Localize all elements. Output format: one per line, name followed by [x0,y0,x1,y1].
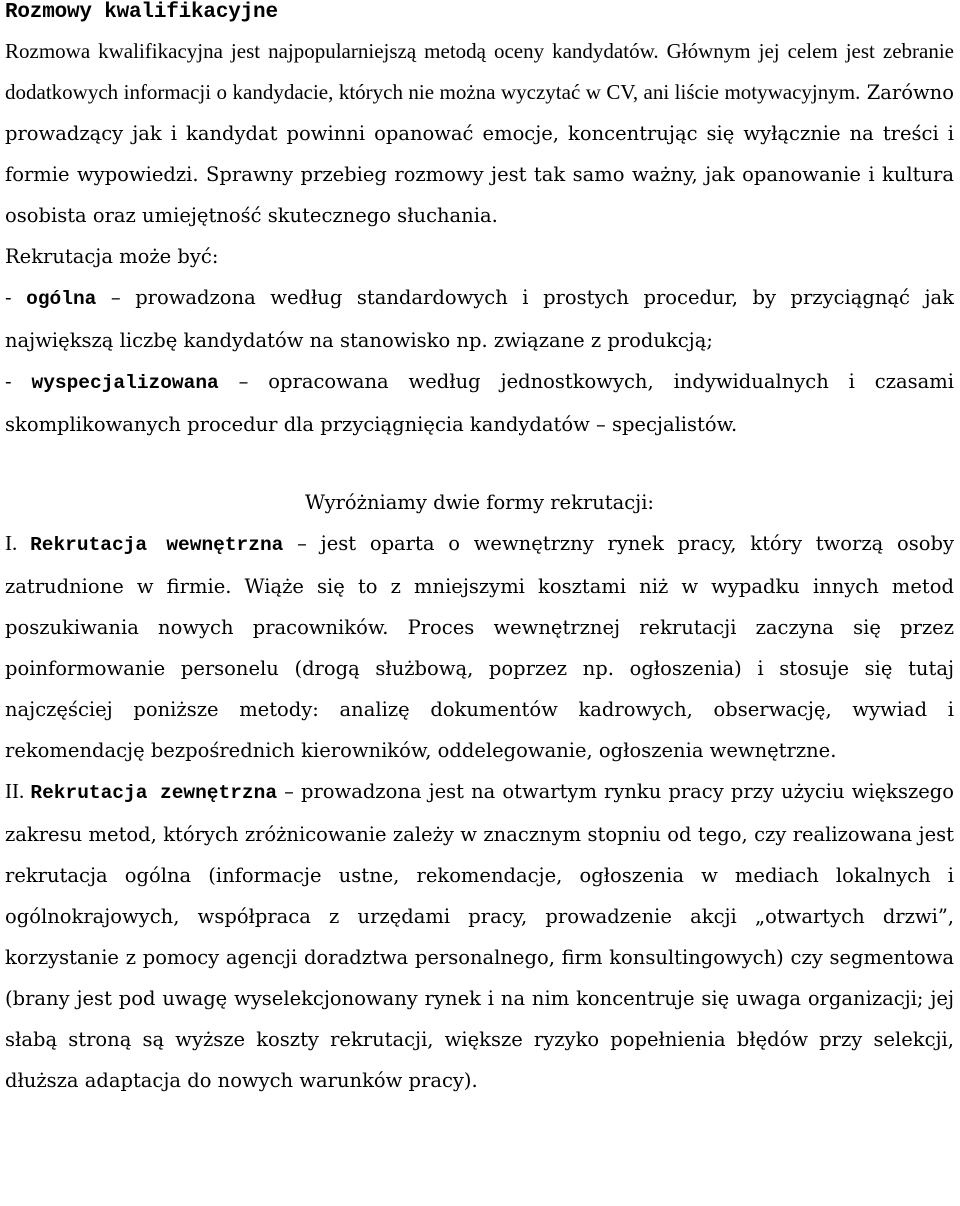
form-term: Rekrutacja zewnętrzna [30,782,278,804]
type-term: ogólna [26,288,97,310]
types-intro: Rekrutacja może być: [5,245,219,268]
type-term: wyspecjalizowana [31,372,219,394]
type-text: – opracowana według jednostkowych, indywidualnych i czasami skomplikowanych procedur dla przyciągnięcia kandydatów – specjalistów. [5,370,954,436]
page-title: Rozmowy kwalifikacyjne [5,1,278,24]
form-item-external [5,771,954,1101]
type-prefix: - [5,286,27,309]
type-text: – prowadzona według standardowych i prostych procedur, by przyciągnąć jak największą liczbę kandydatów na stanowisko np. związane z produkcją; [5,286,954,352]
forms-heading: Wyróżniamy dwie formy rekrutacji: [304,491,655,514]
form-number: I. [5,531,31,555]
intro-text-part2: Zarówno prowadzący jak i kandydat powinni opanować emocje, koncentrując się wyłącznie na treści i formie wypowiedzi. Sprawny przebieg rozmowy jest tak samo ważny, jak opanowanie i kultura osobista oraz umiejętność skutecznego słuchania. [5,81,954,227]
type-item-general [5,277,954,361]
form-text: – jest oparta o wewnętrzny rynek pracy, który tworzą osoby zatrudnione w firmie. Wiąże się to z mniejszymi kosztami niż w wypadku innych metod poszukiwania nowych pracowników. Proces wewnętrznej rekrutacji zaczyna się przez poinformowanie personelu (drogą służbową, poprzez np. ogłoszenia) i stosuje się tutaj najczęściej poniższe metody: analizę dokumentów kadrowych, obserwację, wywiad i rekomendację bezpośrednich kierowników, oddelegowanie, ogłoszenia wewnętrzne. [5,532,954,762]
form-number: II. [5,779,31,803]
form-item-internal [5,523,954,771]
spacer [5,445,954,482]
type-prefix: - [5,370,32,393]
type-item-specialized [5,361,954,445]
form-term: Rekrutacja wewnętrzna [30,534,284,556]
intro-paragraph [5,31,954,236]
form-text: – prowadzona jest na otwartym rynku pracy przy użyciu większego zakresu metod, których zróżnicowanie zależy w znacznym stopniu od tego, czy realizowana jest rekrutacja ogólna (informacje ustne, rekomendacje, ogłoszenia w mediach lokalnych i ogólnokrajowych, współpraca z urzędami pracy, prowadzenie akcji „otwartych drzwi”, korzystanie z pomocy agencji doradztwa personalnego, firm konsultingowych) czy segmentowa (brany jest pod uwagę wyselekcjonowany rynek i na nim koncentruje się uwaga organizacji; jej słabą stroną są wyższe koszty rekrutacji, większe ryzyko popełnienia błędów przy selekcji, dłuższa adaptacja do nowych warunków pracy). [5,780,954,1092]
intro-text-part1: Rozmowa kwalifikacyjna jest najpopularniejszą metodą oceny kandydatów. Głównym jej celem jest zebranie dodatkowych informacji o kandydacie, których nie można wyczytać w CV, ani liście motywacyjnym. [5,39,954,104]
